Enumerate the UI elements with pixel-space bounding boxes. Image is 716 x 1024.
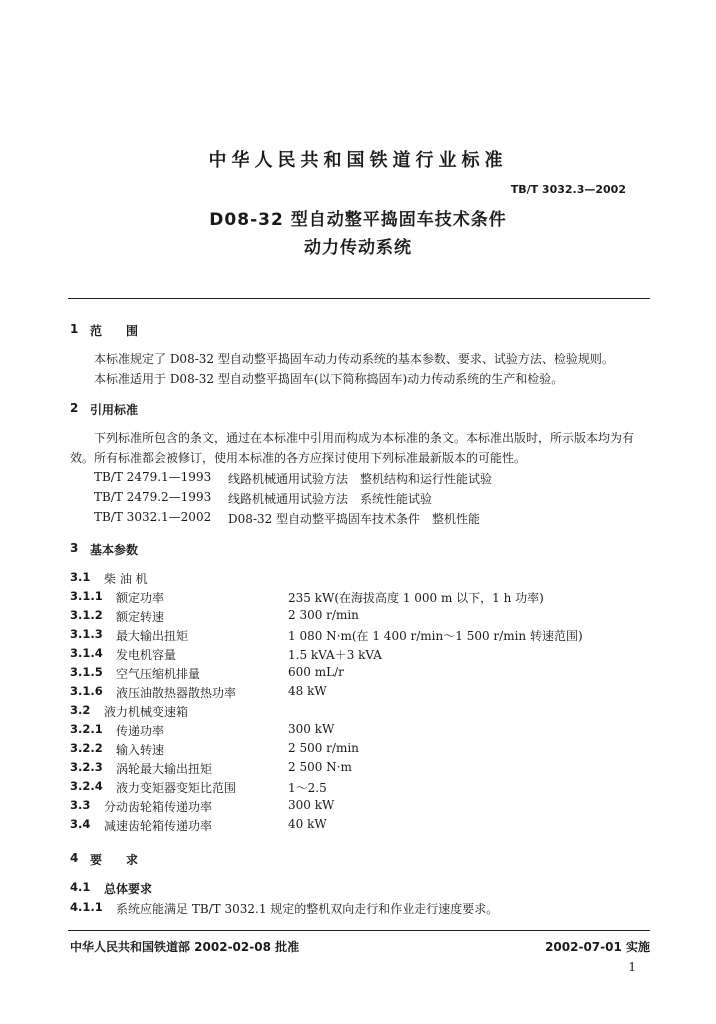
param-label: 分动齿轮箱传递功率 — [104, 800, 213, 814]
section3-title: 基本参数 — [90, 543, 139, 557]
doc-title-line2: 动力传动系统 — [304, 238, 412, 258]
param-num: 3.1.4 — [70, 646, 103, 660]
param-label: 额定功率 — [116, 591, 165, 605]
standard-code: TB/T 3032.3—2002 — [510, 183, 626, 196]
section3-num: 3 — [70, 541, 79, 555]
param-num: 3.4 — [70, 817, 91, 831]
ref-code: TB/T 2479.1—1993 — [94, 470, 212, 484]
param-label: 涡轮最大输出扭矩 — [116, 762, 213, 776]
title-divider — [68, 298, 650, 299]
section4-num: 4 — [70, 851, 79, 865]
item-text: 系统应能满足 TB/T 3032.1 规定的整机双向走行和作业走行速度要求。 — [116, 902, 499, 916]
param-num: 3.3 — [70, 798, 91, 812]
doc-title-line1: D08-32 型自动整平捣固车技术条件 — [209, 210, 507, 230]
item-num: 4.1.1 — [70, 900, 103, 914]
param-label: 液力机械变速箱 — [104, 705, 189, 719]
param-num: 3.1.6 — [70, 684, 103, 698]
approval-line: 中华人民共和国铁道部 2002-02-08 批准 — [70, 940, 300, 954]
section2-title: 引用标准 — [90, 403, 139, 417]
param-label: 液力变矩器变矩比范围 — [116, 781, 237, 795]
effective-date: 2002-07-01 实施 — [545, 940, 650, 954]
param-label: 发电机容量 — [116, 648, 177, 662]
param-value: 300 kW — [288, 722, 335, 736]
footer-divider — [68, 930, 650, 931]
param-value: 235 kW(在海拔高度 1 000 m 以下，1 h 功率) — [288, 591, 544, 605]
param-num: 3.2.2 — [70, 741, 103, 755]
page-number: 1 — [628, 960, 636, 974]
param-value: 1 080 N·m(在 1 400 r/min～1 500 r/min 转速范围) — [288, 629, 583, 643]
param-value: 40 kW — [288, 817, 327, 831]
param-label: 减速齿轮箱传递功率 — [104, 819, 213, 833]
subsection-title: 总体要求 — [104, 882, 153, 896]
param-label: 额定转速 — [116, 610, 165, 624]
param-label: 最大输出扭矩 — [116, 629, 189, 643]
param-num: 3.2 — [70, 703, 91, 717]
param-value: 1～2.5 — [288, 781, 327, 795]
section1-title: 范 围 — [90, 324, 139, 338]
section1-para2: 本标准适用于 D08-32 型自动整平捣固车(以下简称捣固车)动力传动系统的生产和检验。 — [94, 372, 564, 386]
org-title: 中华人民共和国铁道行业标准 — [208, 150, 508, 171]
param-num: 3.2.3 — [70, 760, 103, 774]
param-num: 3.1.3 — [70, 627, 103, 641]
param-value: 1.5 kVA＋3 kVA — [288, 648, 382, 662]
subsection-num: 4.1 — [70, 880, 91, 894]
section2-num: 2 — [70, 401, 79, 415]
param-value: 300 kW — [288, 798, 335, 812]
param-label: 液压油散热器散热功率 — [116, 686, 237, 700]
param-num: 3.1.2 — [70, 608, 103, 622]
param-value: 48 kW — [288, 684, 327, 698]
ref-title: D08-32 型自动整平捣固车技术条件 整机性能 — [228, 512, 481, 526]
param-num: 3.1.5 — [70, 665, 103, 679]
section2-para: 下列标准所包含的条文，通过在本标准中引用而构成为本标准的条文。本标准出版时，所示版本均为有效。所有标准都会被修订，使用本标准的各方应探讨使用下列标准最新版本的可能性。 — [70, 431, 635, 465]
section4-title: 要 求 — [90, 853, 139, 867]
param-value: 600 mL/r — [288, 665, 344, 679]
param-num: 3.2.1 — [70, 722, 103, 736]
param-label: 空气压缩机排量 — [116, 667, 201, 681]
param-value: 2 300 r/min — [288, 608, 359, 622]
param-label: 输入转速 — [116, 743, 165, 757]
ref-code: TB/T 3032.1—2002 — [94, 510, 212, 524]
ref-title: 线路机械通用试验方法 整机结构和运行性能试验 — [228, 472, 493, 486]
section1-num: 1 — [70, 322, 79, 336]
param-num: 3.1.1 — [70, 589, 103, 603]
ref-code: TB/T 2479.2—1993 — [94, 490, 212, 504]
param-label: 柴 油 机 — [104, 572, 148, 586]
param-value: 2 500 N·m — [288, 760, 352, 774]
param-label: 传递功率 — [116, 724, 165, 738]
param-num: 3.1 — [70, 570, 91, 584]
ref-title: 线路机械通用试验方法 系统性能试验 — [228, 492, 433, 506]
param-num: 3.2.4 — [70, 779, 103, 793]
param-value: 2 500 r/min — [288, 741, 359, 755]
section1-para1: 本标准规定了 D08-32 型自动整平捣固车动力传动系统的基本参数、要求、试验方法、检验规则。 — [94, 352, 614, 366]
